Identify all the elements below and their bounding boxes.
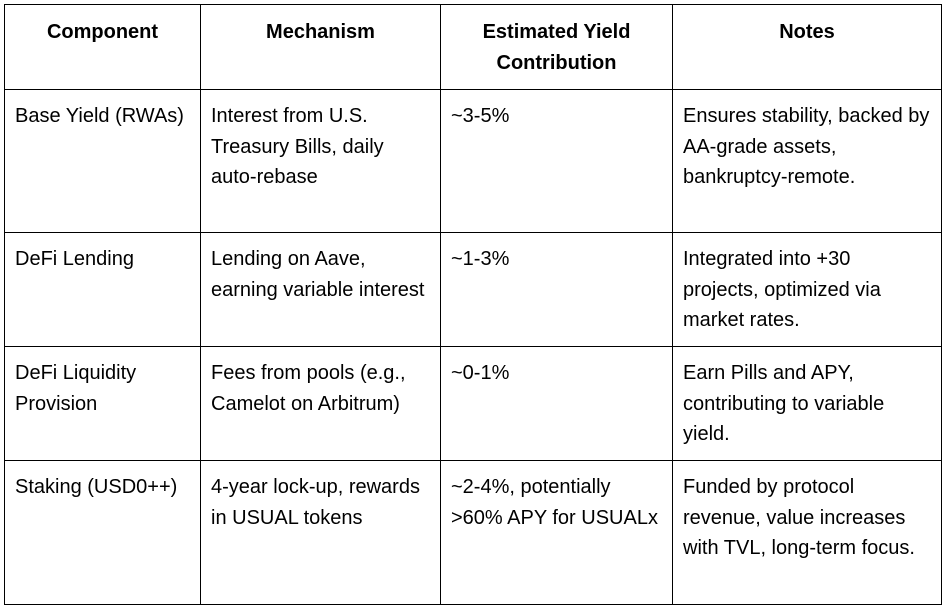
cell-text: ~3-5% xyxy=(451,105,510,127)
header-notes: Notes xyxy=(673,5,942,90)
cell-text: Earn Pills and APY, contributing to variable yield. xyxy=(683,362,885,445)
cell-mechanism xyxy=(201,90,441,233)
cell-yield xyxy=(441,233,673,347)
table-row xyxy=(5,90,942,233)
cell-text: 4-year lock-up, rewards in USUAL tokens xyxy=(211,476,420,529)
cell-mechanism xyxy=(201,461,441,605)
table-row xyxy=(5,461,942,605)
table-header-row xyxy=(5,5,942,90)
cell-notes xyxy=(673,347,942,461)
cell-text: Ensures stability, backed by AA-grade assets, bankruptcy-remote. xyxy=(683,105,930,188)
cell-text: Interest from U.S. Treasury Bills, daily auto-rebase xyxy=(211,105,384,188)
cell-mechanism xyxy=(201,347,441,461)
cell-component xyxy=(5,233,201,347)
cell-text: ~1-3% xyxy=(451,248,510,270)
cell-notes xyxy=(673,461,942,605)
cell-mechanism xyxy=(201,233,441,347)
cell-text: Base Yield (RWAs) xyxy=(15,105,184,127)
cell-yield xyxy=(441,90,673,233)
cell-text: DeFi Liquidity Provision xyxy=(15,362,137,415)
table-row xyxy=(5,347,942,461)
header-estimated-yield-contribution: Estimated Yield Contribution xyxy=(441,5,673,90)
cell-text: Integrated into +30 projects, optimized via market rates. xyxy=(683,248,881,331)
cell-text: DeFi Lending xyxy=(15,248,134,270)
yield-components-table xyxy=(4,4,942,605)
cell-component xyxy=(5,90,201,233)
cell-notes xyxy=(673,233,942,347)
cell-text: ~2-4%, potentially >60% APY for USUALx xyxy=(451,476,658,529)
cell-text: Funded by protocol revenue, value increases with TVL, long-term focus. xyxy=(683,476,915,559)
cell-text: Lending on Aave, earning variable interest xyxy=(211,248,425,301)
cell-text: ~0-1% xyxy=(451,362,510,384)
cell-component xyxy=(5,347,201,461)
header-component: Component xyxy=(5,5,201,90)
cell-text: Staking (USD0++) xyxy=(15,476,178,498)
cell-component xyxy=(5,461,201,605)
table-row xyxy=(5,233,942,347)
header-mechanism: Mechanism xyxy=(201,5,441,90)
yield-table-container xyxy=(4,4,941,604)
cell-text: Fees from pools (e.g., Camelot on Arbitrum) xyxy=(211,362,406,415)
cell-yield xyxy=(441,347,673,461)
cell-notes xyxy=(673,90,942,233)
cell-yield xyxy=(441,461,673,605)
